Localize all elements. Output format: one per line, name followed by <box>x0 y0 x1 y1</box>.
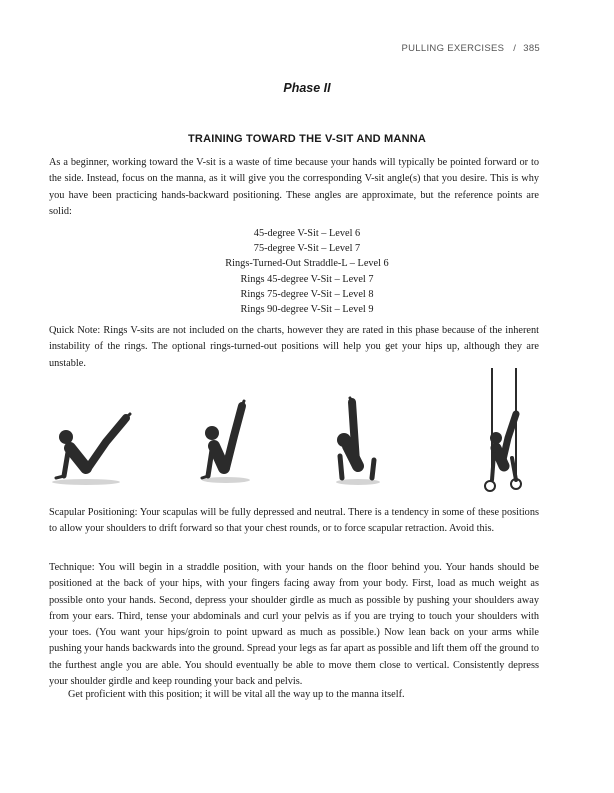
technique-paragraph: Technique: You will begin in a straddle position, with your hands on the floor behind you. Your hands should be positioned at the back of your hips, with your fingers facing away from your body. First, load as much weight as possible onto your hands. Second, depress your shoulder girdle as much as possible by pushing your shoulders away from your ears. Third, tense your abdominals and curl your pelvis as if you are trying to touch your shoulders with your toes. (You want your hips/groin to point upward as much as possible.) Now lean back on your arms while pushing your hands backwards into the ground. Spread your legs as far apart as possible and lift them off the ground to the furthest angle you are able. You should eventually be able to move them close to vertical. Consistently depress your shoulder girdle and keep rounding your back and pelvis. <box>49 562 539 688</box>
intro-paragraph: As a beginner, working toward the V-sit is a waste of time because your hands will typically be pointed forward or to the side. Instead, focus on the manna, as it will give you the corresponding V-sit angle(s) that you desire. This is why you have been practicing hands-backward positioning. These angles are approximate, but the reference points are solid: <box>49 157 539 217</box>
running-head-section: PULLING EXERCISES <box>401 43 505 54</box>
level-item: Rings 90-degree V-Sit – Level 9 <box>240 304 374 316</box>
closing-paragraph: Get proficient with this position; it will be vital all the way up to the manna itself. <box>68 689 405 700</box>
phase-title: Phase II <box>283 81 331 95</box>
level-item: Rings 45-degree V-Sit – Level 7 <box>240 273 374 285</box>
section-title: TRAINING TOWARD THE V-SIT AND MANNA <box>188 133 426 145</box>
scapular-positioning-paragraph: Scapular Positioning: Your scapulas will be fully depressed and neutral. There is a tendency in some of these positions to allow your shoulders to drift forward so that your chest rounds, or to force scapular retraction. Avoid this. <box>49 507 539 535</box>
level-item: 45-degree V-Sit – Level 6 <box>253 228 361 239</box>
figure-75-degree-v-sit <box>196 398 258 484</box>
level-item: 75-degree V-Sit – Level 7 <box>253 243 361 255</box>
running-head <box>402 43 541 54</box>
level-list <box>0 226 614 317</box>
page-number: 385 <box>523 43 540 54</box>
level-item: Rings-Turned-Out Straddle-L – Level 6 <box>225 258 389 270</box>
level-item: Rings 75-degree V-Sit – Level 8 <box>240 288 374 300</box>
quick-note-paragraph: Quick Note: Rings V-sits are not included on the charts, however they are rated in this phase because of the inherent instability of the rings. The optional rings-turned-out positions will help you get your hips up, although they are unstable. <box>49 325 539 369</box>
figure-straddle-v-sit <box>328 396 388 486</box>
figure-rings-v-sit <box>478 368 530 496</box>
running-head-separator: / <box>513 43 517 54</box>
figure-45-degree-v-sit <box>48 406 134 486</box>
